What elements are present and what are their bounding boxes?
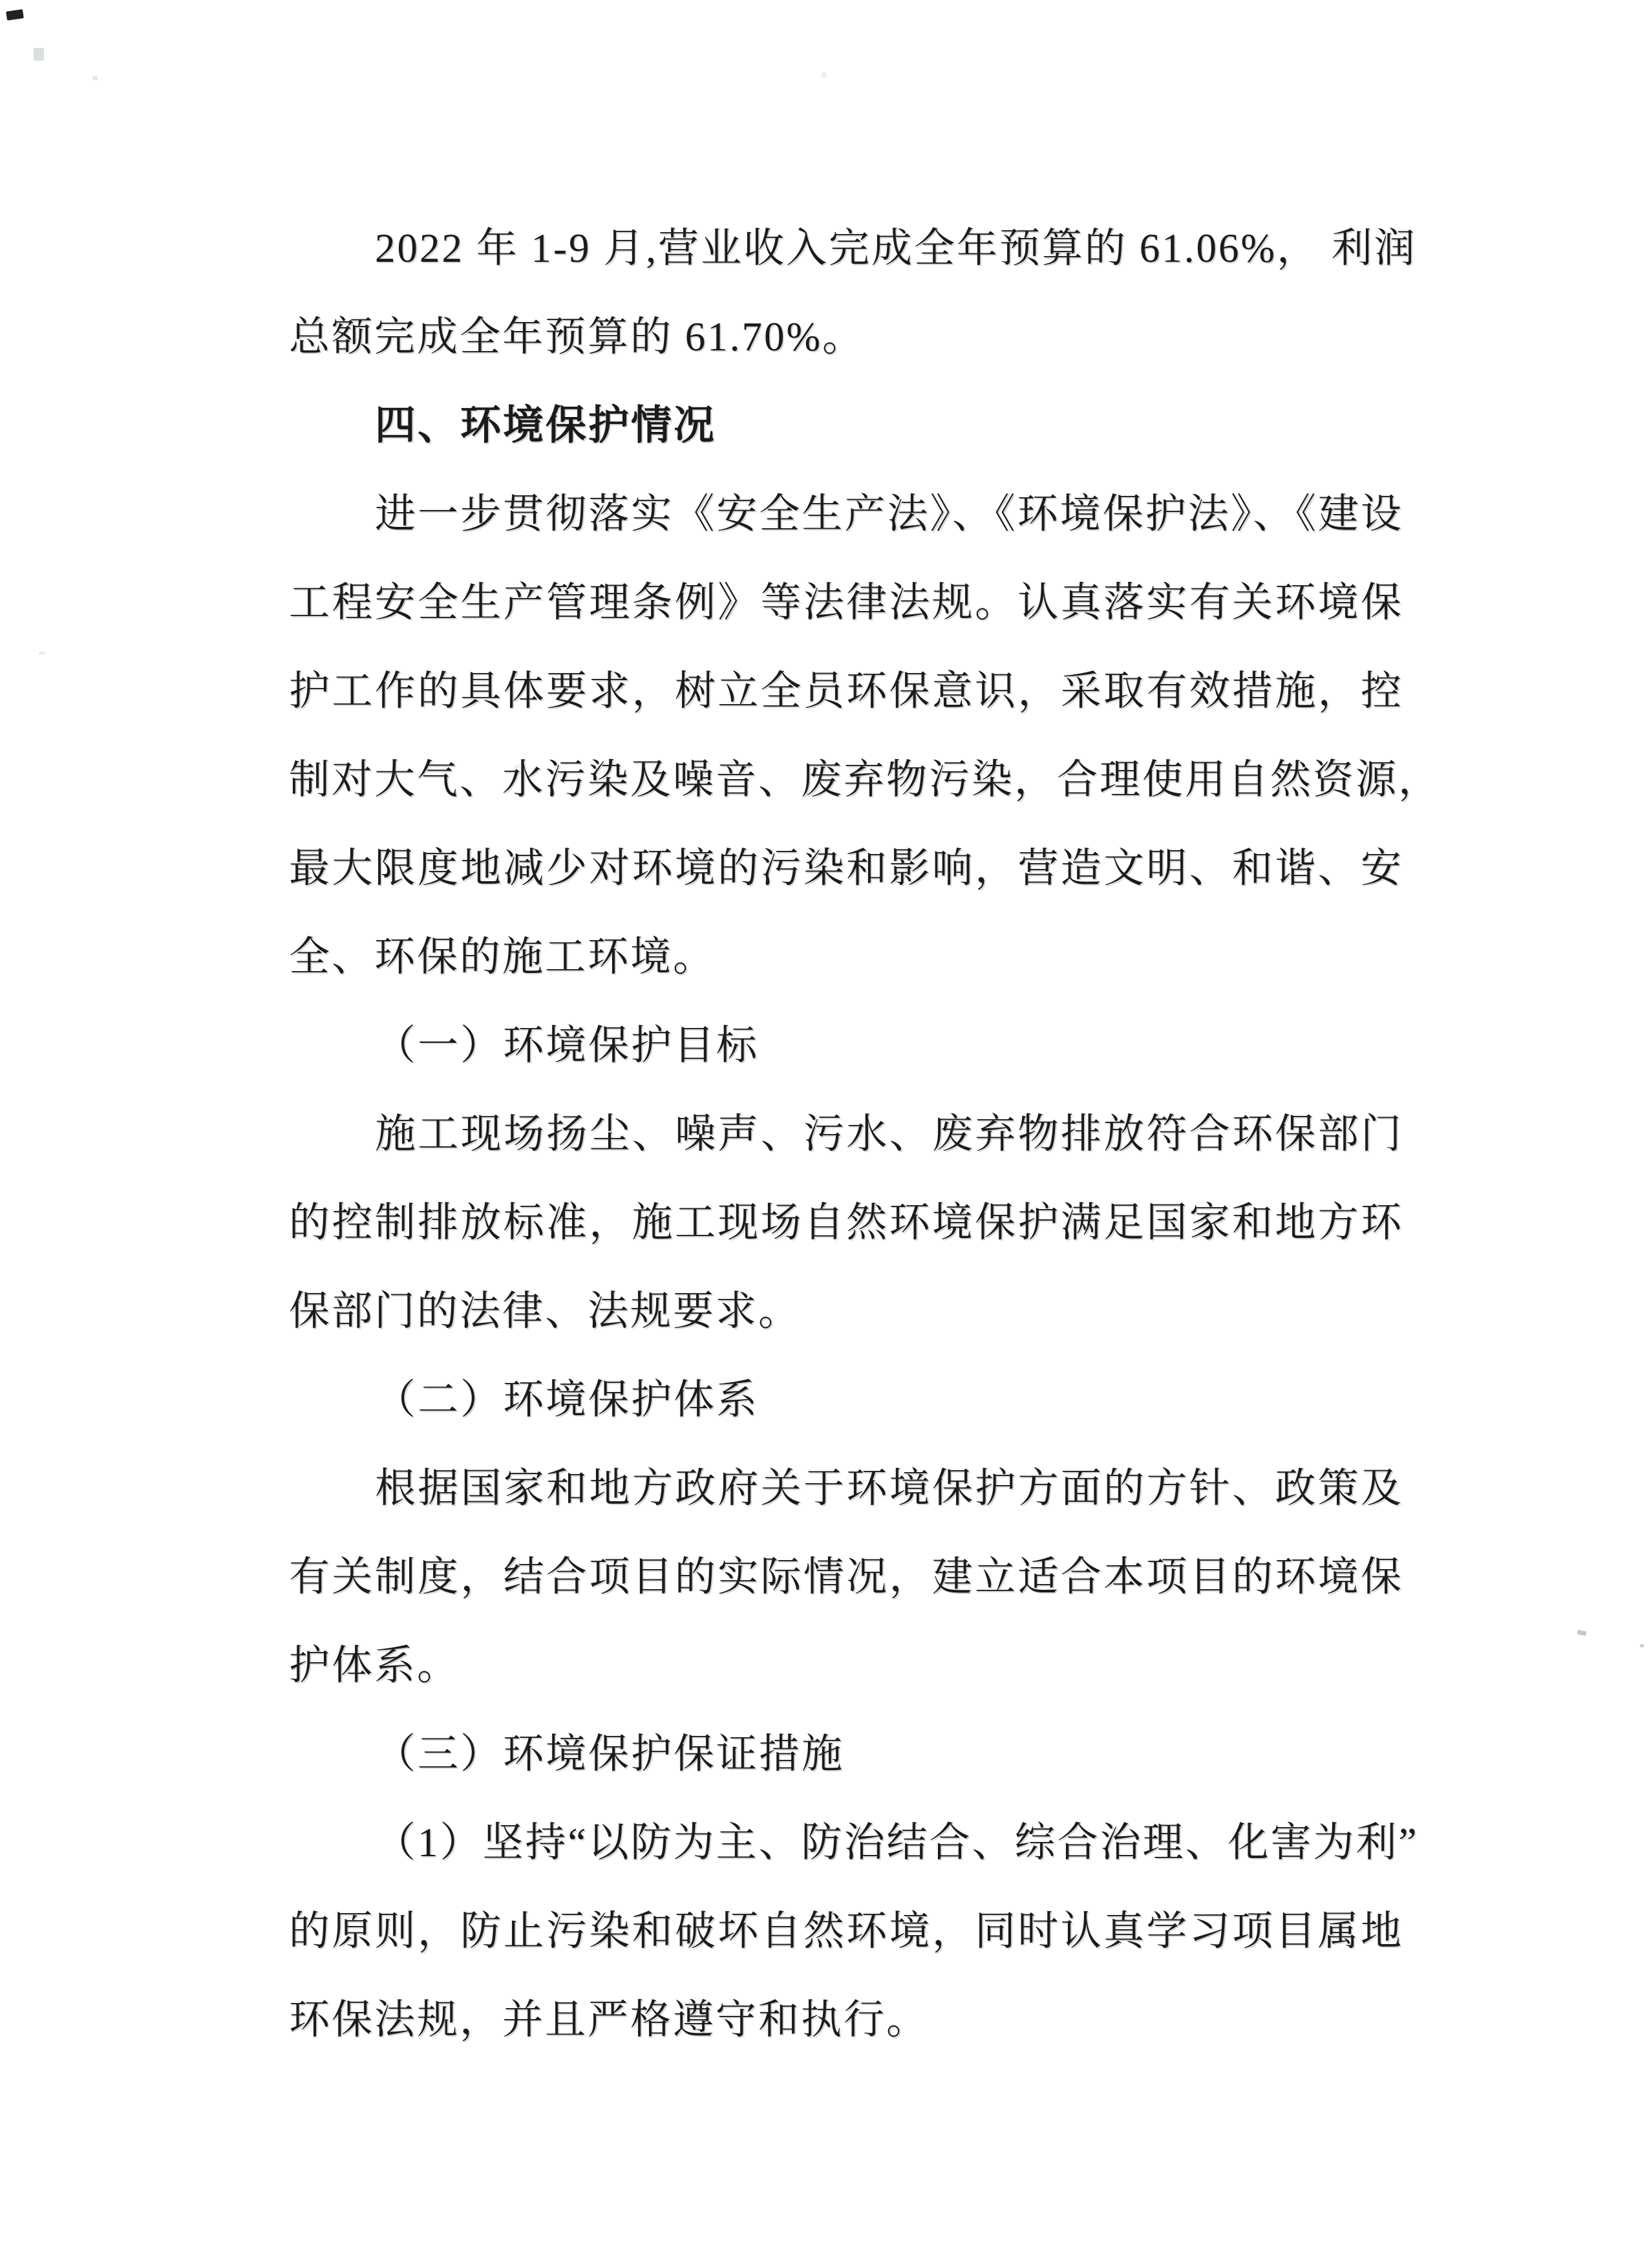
- scan-speck-4: [822, 72, 827, 78]
- text-line-16: 有关制度，结合项目的实际情况，建立适合本项目的环境保: [289, 1554, 1403, 1599]
- text-line-17: 护体系。: [289, 1643, 460, 1688]
- scan-speck-2: [34, 48, 44, 61]
- text-line-20: 的原则，防止污染和破坏自然环境，同时认真学习项目属地: [289, 1909, 1403, 1954]
- section-heading: 四、环境保护情况: [375, 403, 716, 448]
- text-line-10: （一）环境保护目标: [375, 1023, 759, 1068]
- text-line-9: 全、环保的施工环境。: [289, 934, 716, 979]
- text-line-6: 护工作的具体要求，树立全员环保意识，采取有效措施，控: [289, 669, 1403, 714]
- text-line-4: 进一步贯彻落实《安全生产法》、《环境保护法》、《建设: [375, 491, 1403, 537]
- text-line-14: （二）环境保护体系: [375, 1377, 759, 1422]
- text-line-8: 最大限度地减少对环境的污染和影响，营造文明、和谐、安: [289, 846, 1403, 891]
- text-line-21: 环保法规，并且严格遵守和执行。: [289, 1997, 929, 2042]
- text-line-1: 2022 年 1-9 月,营业收入完成全年预算的 61.06%， 利润: [375, 226, 1417, 271]
- text-line-12: 的控制排放标准，施工现场自然环境保护满足国家和地方环: [289, 1200, 1403, 1245]
- text-line-5: 工程安全生产管理条例》等法律法规。认真落实有关环境保: [289, 580, 1403, 625]
- scan-speck-7: [1640, 1644, 1644, 1647]
- text-line-18: （三）环境保护保证措施: [375, 1731, 844, 1777]
- text-line-2: 总额完成全年预算的 61.70%。: [289, 314, 865, 359]
- text-line-7: 制对大气、水污染及噪音、废弃物污染，合理使用自然资源，: [289, 757, 1441, 802]
- scan-speck-6: [1577, 1630, 1586, 1636]
- scan-speck-3: [92, 76, 98, 80]
- document-text-block: [289, 204, 1441, 2064]
- scan-speck-5: [39, 652, 45, 655]
- scan-speck-1: [6, 9, 24, 20]
- text-line-11: 施工现场扬尘、噪声、污水、废弃物排放符合环保部门: [375, 1111, 1403, 1157]
- text-line-13: 保部门的法律、法规要求。: [289, 1289, 801, 1334]
- text-line-19: （1）坚持“以防为主、防治结合、综合治理、化害为利”: [375, 1820, 1419, 1865]
- text-line-15: 根据国家和地方政府关于环境保护方面的方针、政策及: [375, 1466, 1403, 1511]
